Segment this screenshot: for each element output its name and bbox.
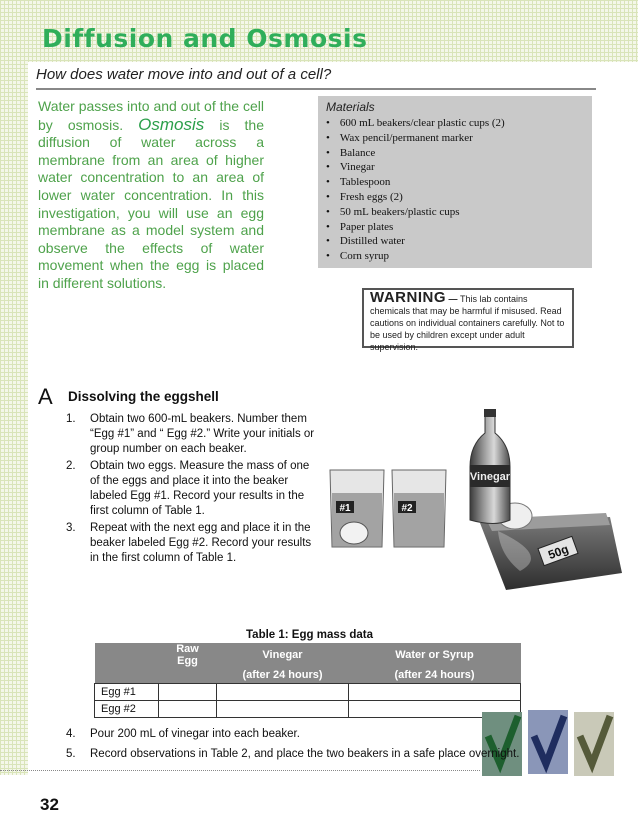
vinegar-bottle	[470, 409, 511, 524]
table-subheader-row	[95, 667, 521, 684]
material-item: • Distilled water	[326, 234, 588, 249]
margin-grid-background	[0, 0, 28, 775]
title-divider	[36, 88, 596, 90]
bottle-label: Vinegar	[469, 471, 511, 483]
step-item	[66, 521, 316, 566]
beakers-and-scale-illustration	[310, 405, 628, 613]
intro-text-1: Water passes into and out of the cell by osmosis.	[38, 98, 264, 133]
section-steps	[66, 412, 316, 568]
table-subheader-cell	[95, 667, 159, 684]
step-number: 4.	[66, 728, 76, 740]
step-number: 2.	[66, 460, 76, 472]
warning-text: This lab contains chemicals that may be harmful if misused. Read cautions on individual containers carefully. Not to be used by children except under adult supervision.	[370, 294, 565, 352]
section-letter: A	[38, 384, 53, 409]
table-cell[interactable]	[159, 684, 217, 701]
table-header-row	[95, 643, 521, 667]
materials-list	[326, 116, 588, 264]
table-cell[interactable]	[159, 701, 217, 718]
step-text: Record observations in Table 2, and place the two beakers in a safe place overnight.	[90, 748, 520, 760]
table-cell[interactable]	[217, 701, 349, 718]
step-number: 1.	[66, 413, 76, 425]
step-item	[66, 459, 316, 519]
table-cell: Egg #2	[95, 701, 159, 718]
material-item: • Wax pencil/permanent marker	[326, 131, 588, 146]
beaker-1	[330, 470, 384, 547]
table-header-cell: Raw Egg	[159, 643, 217, 667]
lower-steps	[66, 725, 519, 765]
warning-label: WARNING	[370, 289, 446, 306]
material-item: • 600 mL beakers/clear plastic cups (2)	[326, 116, 588, 131]
table-row	[95, 701, 521, 718]
warning-dash: —	[446, 294, 461, 304]
step-text: Repeat with the next egg and place it in the beaker labeled Egg #2. Record your results in the first column of Table 1.	[90, 522, 312, 564]
table-caption: Table 1: Egg mass data	[246, 629, 373, 641]
table-header-cell: Vinegar	[217, 643, 349, 667]
material-item: • Tablespoon	[326, 175, 588, 190]
step-number: 3.	[66, 522, 76, 534]
material-item: • Paper plates	[326, 220, 588, 235]
step-number: 5.	[66, 748, 76, 760]
table-header-cell: Water or Syrup	[349, 643, 521, 667]
beaker-2	[392, 470, 446, 547]
table-cell: Egg #1	[95, 684, 159, 701]
material-item: • Fresh eggs (2)	[326, 190, 588, 205]
footer-divider	[0, 770, 480, 771]
table-subheader-cell: (after 24 hours)	[349, 667, 521, 684]
material-item: • Corn syrup	[326, 249, 588, 264]
table-row	[95, 684, 521, 701]
step-item	[66, 745, 519, 763]
osmosis-term: Osmosis	[138, 114, 205, 134]
intro-text-2: is the diffusion of water across a membrane from an area of higher water concentration to an area of lower water concentration. In this investigation, you will use an egg membrane as a model system and observe the effects of water movement when the egg is placed in different solutions.	[38, 116, 264, 291]
step-text: Obtain two 600-mL beakers. Number them “Egg #1” and “ Egg #2.” Write your initials or group number on each beaker.	[90, 413, 315, 455]
step-text: Obtain two eggs. Measure the mass of one of the eggs and place it into the beaker labeled Egg #1. Record your results in the first column of Table 1.	[90, 460, 310, 517]
table-subheader-cell	[159, 667, 217, 684]
intro-paragraph	[38, 98, 264, 293]
table-cell[interactable]	[217, 684, 349, 701]
page-title: Diffusion and Osmosis	[42, 24, 368, 53]
material-item: • 50 mL beakers/plastic cups	[326, 205, 588, 220]
step-item	[66, 412, 316, 457]
materials-heading: Materials	[326, 100, 375, 114]
material-item: • Balance	[326, 146, 588, 161]
egg-mass-table	[94, 643, 521, 718]
table-subheader-cell: (after 24 hours)	[217, 667, 349, 684]
beaker-2-label: #2	[401, 503, 413, 514]
beaker-1-label: #1	[339, 503, 351, 514]
step-item	[66, 725, 519, 743]
page-number: 32	[40, 795, 59, 814]
warning-box	[362, 288, 574, 352]
section-title: Dissolving the eggshell	[68, 389, 219, 404]
scale-readout: 50g	[546, 541, 571, 563]
materials-box	[318, 96, 592, 268]
guiding-question: How does water move into and out of a cell?	[36, 66, 332, 83]
table-cell[interactable]	[349, 684, 521, 701]
material-item: • Vinegar	[326, 160, 588, 175]
table-header-cell	[95, 643, 159, 667]
step-text: Pour 200 mL of vinegar into each beaker.	[90, 728, 300, 740]
